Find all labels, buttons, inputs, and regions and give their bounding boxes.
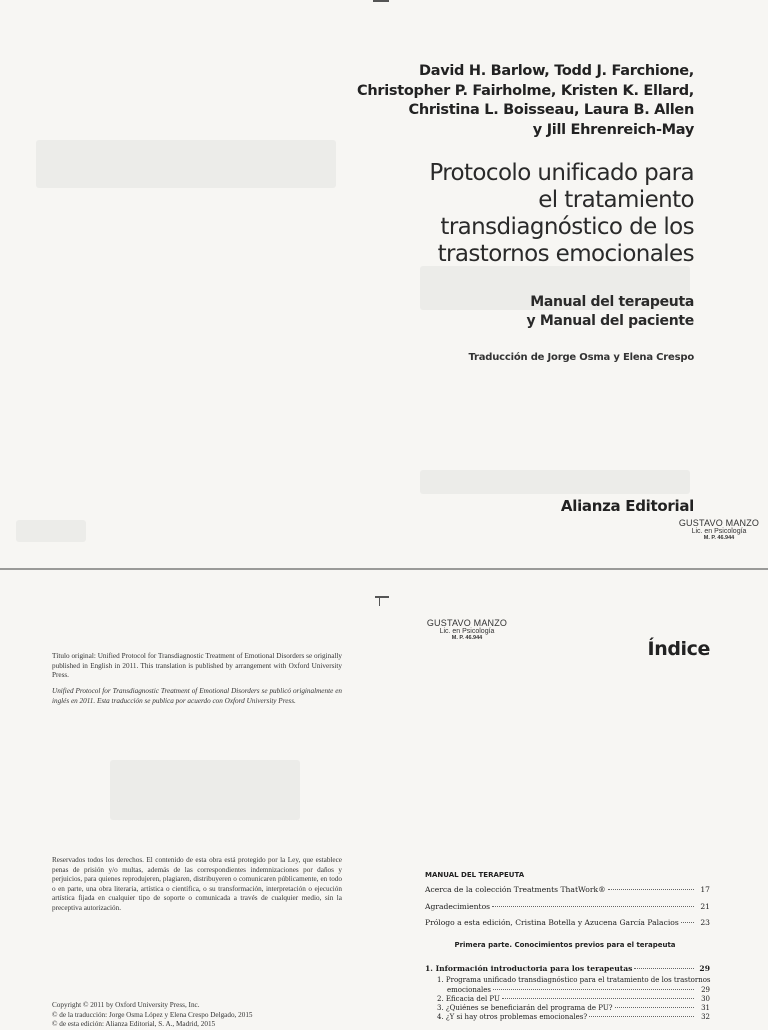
toc-entry-label: Agradecimientos xyxy=(425,902,491,911)
author-line: David H. Barlow, Todd J. Farchione, xyxy=(419,63,694,79)
toc-entry-label: Acerca de la colección Treatments ThatWork® xyxy=(425,885,606,894)
rights-notice: Reservados todos los derechos. El contenido de esta obra está protegido por la Ley, que establece penas de prisión y/o multas, además de las correspondientes indemnizaciones por daños y perjuicios, para quienes reprodujeren, plagiaren, distribuyeren o comunicaren públicamente, en todo o en parte, una obra literaria, artística o científica, o su transformación, interpretación o ejecución artística fijada en cualquier tipo de soporte o comunicada a través de cualquier medio, sin la preceptiva autorización. xyxy=(52,856,342,912)
publisher-name: Alianza Editorial xyxy=(560,497,694,515)
toc-entry-page: 32 xyxy=(701,1013,710,1021)
toc-entry-label: emocionales xyxy=(447,986,492,994)
copyright-block xyxy=(52,1001,352,1030)
owner-stamp xyxy=(674,518,764,541)
toc-entry-page: 17 xyxy=(700,885,710,894)
scan-mark-top xyxy=(373,0,389,2)
scan-tick-mid xyxy=(379,596,380,606)
toc-entry-page: 21 xyxy=(700,902,710,911)
toc-entry xyxy=(425,917,710,928)
title-line: transdiagnóstico de los xyxy=(440,214,694,240)
toc-entry-label: 3. ¿Quiénes se beneficiarán del programa de PU? xyxy=(437,1004,613,1012)
toc-chapter xyxy=(425,963,710,974)
index-heading: Índice xyxy=(647,638,710,660)
toc-entry xyxy=(425,901,710,912)
toc-subentry xyxy=(437,975,710,985)
copyright-line: © de esta edición: Alianza Editorial, S. A., Madrid, 2015 xyxy=(52,1020,216,1029)
toc-entry-page: 29 xyxy=(699,964,710,973)
stamp-title: Lic. en Psicología xyxy=(439,628,495,635)
toc-entry-page: 30 xyxy=(701,995,710,1003)
stamp-name: GUSTAVO MANZO xyxy=(678,518,760,528)
bleed-through-shadow xyxy=(420,470,690,494)
original-title-note: Título original: Unified Protocol for Transdiagnostic Treatment of Emotional Disorders se originally published in English in 2011. This translation is published by arrangement with Oxford University Press. xyxy=(52,652,342,680)
toc-leader xyxy=(608,889,694,890)
toc-leader xyxy=(615,1007,695,1008)
stamp-title: Lic. en Psicología xyxy=(691,528,747,535)
spanish-publication-note: Unified Protocol for Transdiagnostic Treatment of Emotional Disorders se publicó originalmente en inglés en 2011. Esta traducción se publica por acuerdo con Oxford University Press. xyxy=(52,687,342,705)
toc-entry-label: 1. Información introductoria para los terapeutas xyxy=(425,964,633,973)
author-line: y Jill Ehrenreich-May xyxy=(532,121,694,138)
page-divider xyxy=(0,568,768,570)
toc-entry-label: 2. Eficacia del PU xyxy=(437,995,500,1003)
toc-leader xyxy=(493,989,694,990)
scan-mark-mid xyxy=(375,596,389,598)
toc-entry-label: 1. Programa unificado transdiagnóstico para el tratamiento de los trastornos xyxy=(437,976,711,984)
author-list xyxy=(274,62,694,140)
toc-leader xyxy=(502,998,694,999)
toc-entry-page: 31 xyxy=(701,1004,710,1012)
copyright-line: Copyright © 2011 by Oxford University Press, Inc. xyxy=(52,1001,200,1009)
toc-section-heading: MANUAL DEL TERAPEUTA xyxy=(425,871,525,879)
bleed-through-shadow xyxy=(110,760,300,820)
stamp-license: M. P. 46.944 xyxy=(703,535,735,541)
subtitle-line: y Manual del paciente xyxy=(526,313,694,329)
translation-credit: Traducción de Jorge Osma y Elena Crespo xyxy=(468,352,694,363)
title-line: el tratamiento xyxy=(538,187,694,213)
toc-entry-label: 4. ¿Y si hay otros problemas emocionales? xyxy=(437,1013,588,1021)
toc-part-heading: Primera parte. Conocimientos previos para el terapeuta xyxy=(454,941,676,949)
book-subtitle xyxy=(394,293,694,331)
stamp-license: M. P. 46.944 xyxy=(451,635,483,641)
book-title xyxy=(274,160,694,268)
author-line: Christina L. Boisseau, Laura B. Allen xyxy=(408,102,694,118)
toc-entry-label: Prólogo a esta edición, Cristina Botella y Azucena García Palacios xyxy=(425,918,679,927)
toc-leader xyxy=(492,906,694,907)
toc-subentry xyxy=(437,1012,710,1022)
toc-leader xyxy=(681,922,694,923)
toc-entry-page: 29 xyxy=(701,986,710,994)
toc-leader xyxy=(634,968,694,969)
copyright-line: © de la traducción: Jorge Osma López y Elena Crespo Delgado, 2015 xyxy=(52,1010,253,1019)
toc-entry xyxy=(425,884,710,895)
title-line: trastornos emocionales xyxy=(437,241,694,267)
toc-entry-page: 23 xyxy=(700,918,710,927)
owner-stamp xyxy=(422,618,512,641)
toc-leader xyxy=(589,1016,694,1017)
title-line: Protocolo unificado para xyxy=(429,160,694,186)
author-line: Christopher P. Fairholme, Kristen K. Ellard, xyxy=(357,82,694,99)
stamp-name: GUSTAVO MANZO xyxy=(426,618,508,628)
subtitle-line: Manual del terapeuta xyxy=(530,294,694,310)
bleed-through-shadow xyxy=(16,520,86,542)
